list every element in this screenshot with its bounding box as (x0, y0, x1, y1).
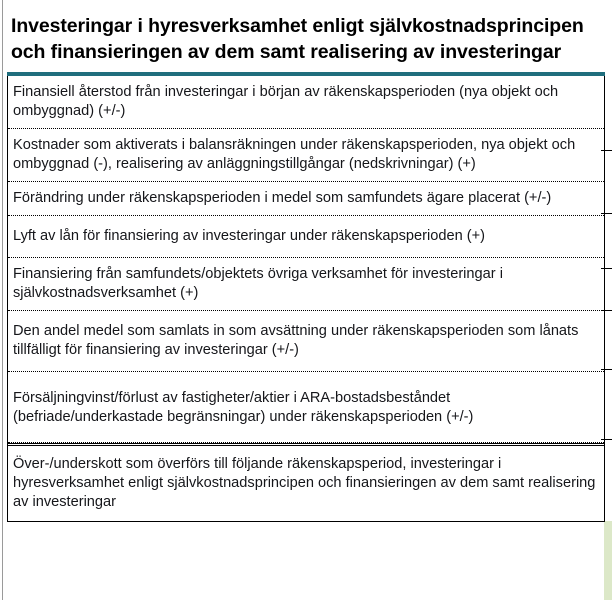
row-label: Över-/underskott som överförs till följande räkenskapsperiod, investeringar i hyresverksamhet enligt självkostnadsprincipen och finansieringen av dem samt realisering av investeringar (13, 456, 600, 511)
table-row[interactable] (8, 129, 604, 182)
table-row[interactable] (8, 311, 604, 372)
row-label: Lyft av lån för finansiering av investeringar under räkenskapsperioden (+) (13, 227, 485, 244)
row-label: Den andel medel som samlats in som avsättning under räkenskapsperioden som lånats tillfälligt för finansiering av investeringar (+/-) (13, 322, 583, 358)
page-left-rule (2, 0, 3, 600)
row-label: Finansiering från samfundets/objektets övriga verksamhet för investeringar i självkostnadsverksamhet (+) (13, 265, 507, 301)
row-label: Försäljningvinst/förlust av fastigheter/aktier i ARA-bostadsbeståndet (befriade/underkastade begränsningar) under räkenskapsperioden (+/-) (13, 389, 474, 425)
adjacent-column-band (604, 521, 612, 600)
table-row[interactable] (8, 76, 604, 129)
table-row[interactable] (8, 182, 604, 216)
row-label: Kostnader som aktiverats i balansräkningen under räkenskapsperioden, nya objekt och ombyggnad (-), realisering av anläggningstillgångar (nedskrivningar) (+) (13, 136, 580, 172)
table-title: Investeringar i hyresverksamhet enligt självkostnadsprincipen och finansieringen av dem samt realisering av investeringar (7, 0, 605, 76)
table-row[interactable] (8, 258, 604, 311)
table-row-total[interactable] (8, 443, 604, 521)
table-body (7, 76, 605, 523)
table-row[interactable] (8, 216, 604, 258)
investment-table (7, 0, 605, 600)
row-label: Förändring under räkenskapsperioden i medel som samfundets ägare placerat (+/-) (13, 189, 552, 206)
table-row[interactable] (8, 372, 604, 444)
row-label: Finansiell återstod från investeringar i början av räkenskapsperioden (nya objekt och ombyggnad) (+/-) (13, 83, 563, 119)
